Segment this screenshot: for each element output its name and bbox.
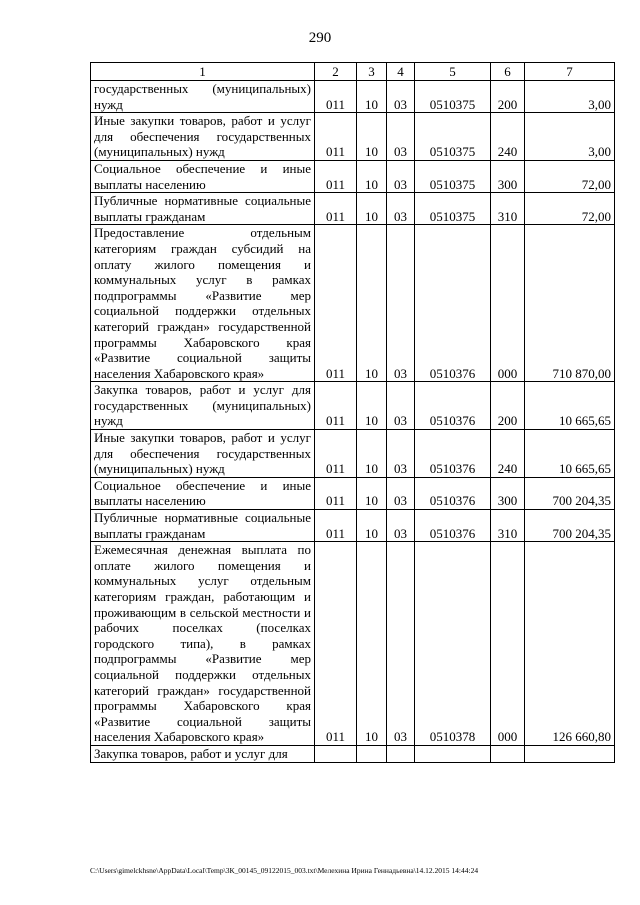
expense-type-cell: 240: [491, 430, 525, 478]
subsection-code-cell: 03: [387, 542, 415, 746]
target-article-cell: 0510375: [415, 81, 491, 113]
header-cell: 3: [357, 63, 387, 81]
header-cell: 1: [91, 63, 315, 81]
ministry-code-cell: 011: [315, 113, 357, 161]
ministry-code-cell: 011: [315, 510, 357, 542]
header-cell: 7: [525, 63, 615, 81]
ministry-code-cell: 011: [315, 542, 357, 746]
target-article-cell: 0510375: [415, 193, 491, 225]
section-code-cell: 10: [357, 382, 387, 430]
expense-type-cell: 300: [491, 477, 525, 509]
subsection-code-cell: 03: [387, 430, 415, 478]
table-row: [91, 542, 615, 746]
target-article-cell: 0510376: [415, 382, 491, 430]
table-row: [91, 745, 615, 762]
subsection-code-cell: 03: [387, 382, 415, 430]
expenditure-name-cell: Закупка товаров, работ и услуг для: [91, 745, 315, 762]
amount-cell: 700 204,35: [525, 510, 615, 542]
table-row: [91, 81, 615, 113]
ministry-code-cell: 011: [315, 81, 357, 113]
file-path-footer: C:\Users\gimelckhsne\AppData\Local\Temp\3К_00145_09122015_003.txt\Мелехина Ирина Геннадьевна\14.12.2015 14:44:24: [90, 866, 479, 875]
table-row: [91, 430, 615, 478]
target-article-cell: 0510376: [415, 225, 491, 382]
subsection-code-cell: 03: [387, 193, 415, 225]
expenditure-name-cell: Публичные нормативные социальные выплаты гражданам: [91, 510, 315, 542]
amount-cell: [525, 745, 615, 762]
ministry-code-cell: 011: [315, 193, 357, 225]
expense-type-cell: [491, 745, 525, 762]
header-cell: 6: [491, 63, 525, 81]
expense-type-cell: 310: [491, 193, 525, 225]
subsection-code-cell: 03: [387, 81, 415, 113]
header-cell: 5: [415, 63, 491, 81]
budget-table: [90, 62, 615, 763]
target-article-cell: [415, 745, 491, 762]
ministry-code-cell: [315, 745, 357, 762]
subsection-code-cell: 03: [387, 510, 415, 542]
expense-type-cell: 240: [491, 113, 525, 161]
table-row: [91, 193, 615, 225]
section-code-cell: 10: [357, 510, 387, 542]
section-code-cell: 10: [357, 225, 387, 382]
page-number: 290: [308, 30, 332, 46]
expenditure-name-cell: Иные закупки товаров, работ и услуг для обеспечения государственных (муниципальных) нужд: [91, 430, 315, 478]
ministry-code-cell: 011: [315, 225, 357, 382]
section-code-cell: 10: [357, 160, 387, 192]
expenditure-name-cell: Закупка товаров, работ и услуг для государственных (муниципальных) нужд: [91, 382, 315, 430]
table-row: [91, 113, 615, 161]
amount-cell: 10 665,65: [525, 382, 615, 430]
table-row: [91, 510, 615, 542]
amount-cell: 3,00: [525, 81, 615, 113]
expense-type-cell: 300: [491, 160, 525, 192]
section-code-cell: 10: [357, 477, 387, 509]
expenditure-name-cell: Предоставление отдельным категориям граждан субсидий на оплату жилого помещения и коммунальных услуг в рамках подпрограммы «Развитие мер социальной поддержки отдельных категорий граждан» государственной программы Хабаровского края «Развитие социальной защиты населения Хабаровского края»: [91, 225, 315, 382]
expenditure-name-cell: Публичные нормативные социальные выплаты гражданам: [91, 193, 315, 225]
header-row: [91, 63, 615, 81]
section-code-cell: 10: [357, 113, 387, 161]
header-cell: 4: [387, 63, 415, 81]
expenditure-name-cell: Ежемесячная денежная выплата по оплате жилого помещения и коммунальных услуг отдельным категориям граждан, работающим и проживающим в сельской местности и рабочих поселках (поселках городского типа), в рамках подпрограммы «Развитие мер социальной поддержки отдельных категорий граждан» государственной программы Хабаровского края «Развитие социальной защиты населения Хабаровского края»: [91, 542, 315, 746]
amount-cell: 126 660,80: [525, 542, 615, 746]
expenditure-name-cell: Социальное обеспечение и иные выплаты населению: [91, 160, 315, 192]
ministry-code-cell: 011: [315, 477, 357, 509]
amount-cell: 3,00: [525, 113, 615, 161]
ministry-code-cell: 011: [315, 382, 357, 430]
expense-type-cell: 200: [491, 382, 525, 430]
table-row: [91, 225, 615, 382]
table-row: [91, 382, 615, 430]
expense-type-cell: 000: [491, 542, 525, 746]
section-code-cell: 10: [357, 193, 387, 225]
target-article-cell: 0510375: [415, 113, 491, 161]
section-code-cell: 10: [357, 81, 387, 113]
header-cell: 2: [315, 63, 357, 81]
target-article-cell: 0510376: [415, 430, 491, 478]
target-article-cell: 0510375: [415, 160, 491, 192]
section-code-cell: 10: [357, 430, 387, 478]
ministry-code-cell: 011: [315, 160, 357, 192]
table-row: [91, 160, 615, 192]
section-code-cell: [357, 745, 387, 762]
expense-type-cell: 310: [491, 510, 525, 542]
expenditure-name-cell: государственных (муниципальных) нужд: [91, 81, 315, 113]
table-row: [91, 477, 615, 509]
amount-cell: 700 204,35: [525, 477, 615, 509]
ministry-code-cell: 011: [315, 430, 357, 478]
amount-cell: 72,00: [525, 160, 615, 192]
section-code-cell: 10: [357, 542, 387, 746]
target-article-cell: 0510376: [415, 477, 491, 509]
subsection-code-cell: [387, 745, 415, 762]
target-article-cell: 0510376: [415, 510, 491, 542]
subsection-code-cell: 03: [387, 160, 415, 192]
expenditure-name-cell: Социальное обеспечение и иные выплаты населению: [91, 477, 315, 509]
expense-type-cell: 000: [491, 225, 525, 382]
amount-cell: 10 665,65: [525, 430, 615, 478]
amount-cell: 72,00: [525, 193, 615, 225]
subsection-code-cell: 03: [387, 225, 415, 382]
expense-type-cell: 200: [491, 81, 525, 113]
amount-cell: 710 870,00: [525, 225, 615, 382]
subsection-code-cell: 03: [387, 113, 415, 161]
subsection-code-cell: 03: [387, 477, 415, 509]
expenditure-name-cell: Иные закупки товаров, работ и услуг для обеспечения государственных (муниципальных) нужд: [91, 113, 315, 161]
target-article-cell: 0510378: [415, 542, 491, 746]
